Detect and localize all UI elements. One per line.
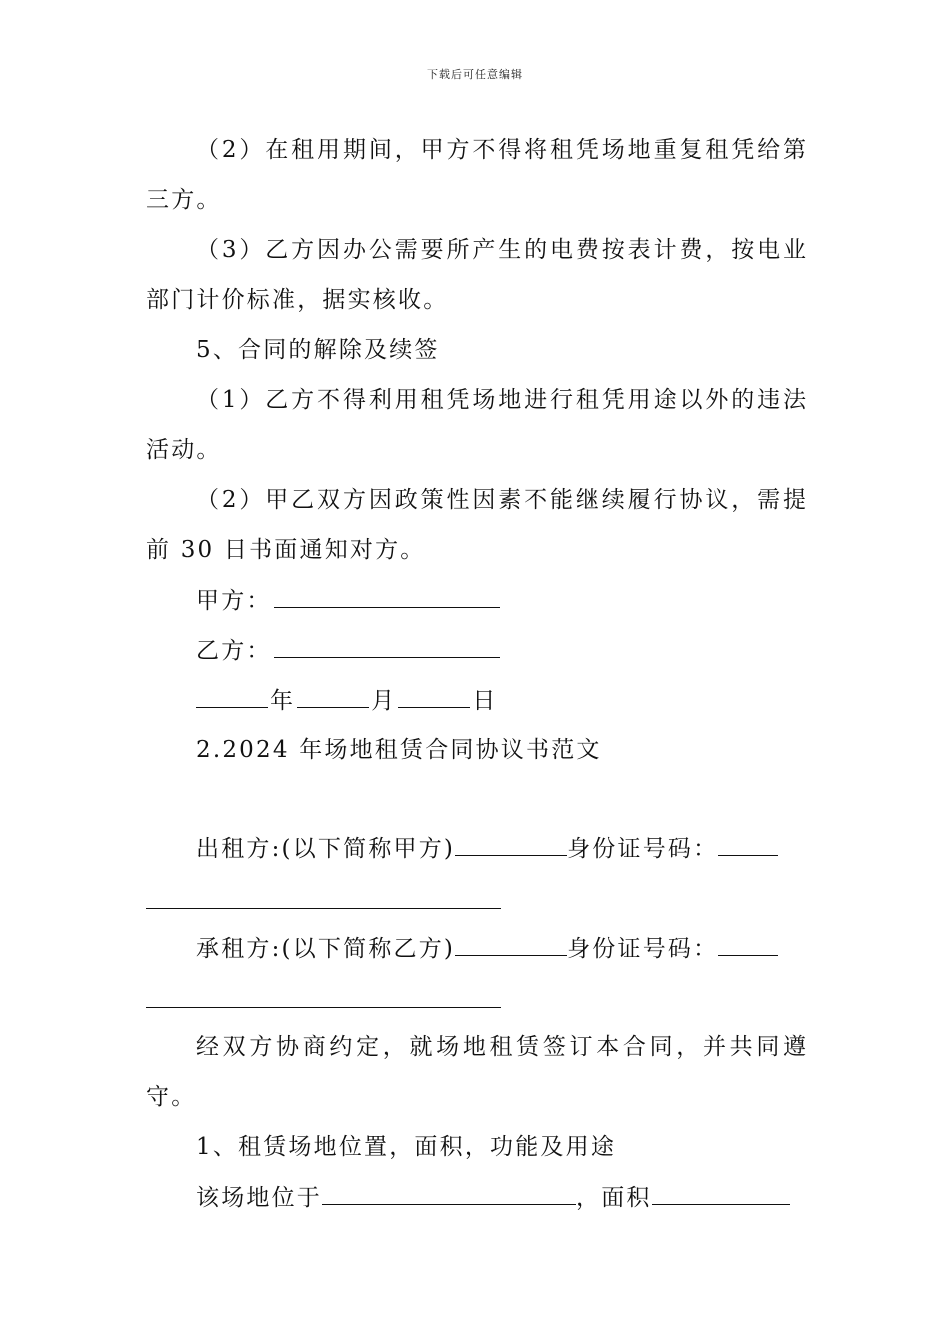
lessee-id-blank bbox=[718, 933, 778, 956]
lessee-id-label: 身份证号码： bbox=[567, 936, 719, 962]
location-label: 该场地位于 bbox=[196, 1185, 322, 1211]
party-b-blank bbox=[274, 635, 500, 658]
party-b-label: 乙方： bbox=[196, 638, 272, 664]
section-2-title: 2.2024 年场地租赁合同协议书范文 bbox=[196, 737, 602, 763]
page-header: 下载后可任意编辑 bbox=[427, 68, 523, 81]
lessor-id-blank-continued bbox=[146, 907, 501, 909]
agreement-line2: 守。 bbox=[146, 1084, 197, 1110]
party-a-label: 甲方： bbox=[196, 588, 272, 614]
location-row bbox=[196, 1182, 806, 1212]
lessor-id-label: 身份证号码： bbox=[567, 836, 719, 862]
party-a-signature-row bbox=[196, 585, 806, 615]
lessor-label: 出租方:(以下简称甲方) bbox=[196, 836, 456, 862]
clause-5-1-line1: （1）乙方不得利用租凭场地进行租凭用途以外的违法 bbox=[196, 387, 806, 413]
area-label: ，面积 bbox=[576, 1185, 652, 1211]
clause-4-2-line1: （2）在租用期间，甲方不得将租凭场地重复租凭给第 bbox=[196, 137, 806, 163]
month-label: 月 bbox=[371, 688, 397, 714]
day-label: 日 bbox=[472, 688, 498, 714]
clause-5-1-line2: 活动。 bbox=[146, 437, 222, 463]
year-blank bbox=[196, 685, 268, 708]
clause-5-2-line1: （2）甲乙双方因政策性因素不能继续履行协议，需提 bbox=[196, 487, 806, 513]
clause-4-3-line1: （3）乙方因办公需要所产生的电费按表计费，按电业 bbox=[196, 237, 806, 263]
party-b-signature-row bbox=[196, 635, 806, 665]
clause-5-2-line2: 前 30 日书面通知对方。 bbox=[146, 537, 426, 563]
month-blank bbox=[297, 685, 369, 708]
lessor-name-blank bbox=[455, 833, 567, 856]
section-1-heading: 1、租赁场地位置，面积，功能及用途 bbox=[196, 1134, 617, 1160]
section-5-heading: 5、合同的解除及续签 bbox=[196, 337, 440, 363]
lessee-name-blank bbox=[455, 933, 567, 956]
lessor-row bbox=[196, 833, 806, 863]
day-blank bbox=[398, 685, 470, 708]
area-blank bbox=[652, 1182, 790, 1205]
lessee-label: 承租方:(以下简称乙方) bbox=[196, 936, 456, 962]
date-row bbox=[196, 685, 806, 715]
lessor-id-blank bbox=[718, 833, 778, 856]
party-a-blank bbox=[274, 585, 500, 608]
clause-4-3-line2: 部门计价标准，据实核收。 bbox=[146, 287, 449, 313]
agreement-line1: 经双方协商约定，就场地租赁签订本合同，并共同遵 bbox=[196, 1034, 806, 1060]
lessee-id-blank-continued bbox=[146, 1006, 501, 1008]
clause-4-2-line2: 三方。 bbox=[146, 187, 222, 213]
location-blank bbox=[322, 1182, 576, 1205]
year-label: 年 bbox=[270, 688, 296, 714]
lessee-row bbox=[196, 933, 806, 963]
